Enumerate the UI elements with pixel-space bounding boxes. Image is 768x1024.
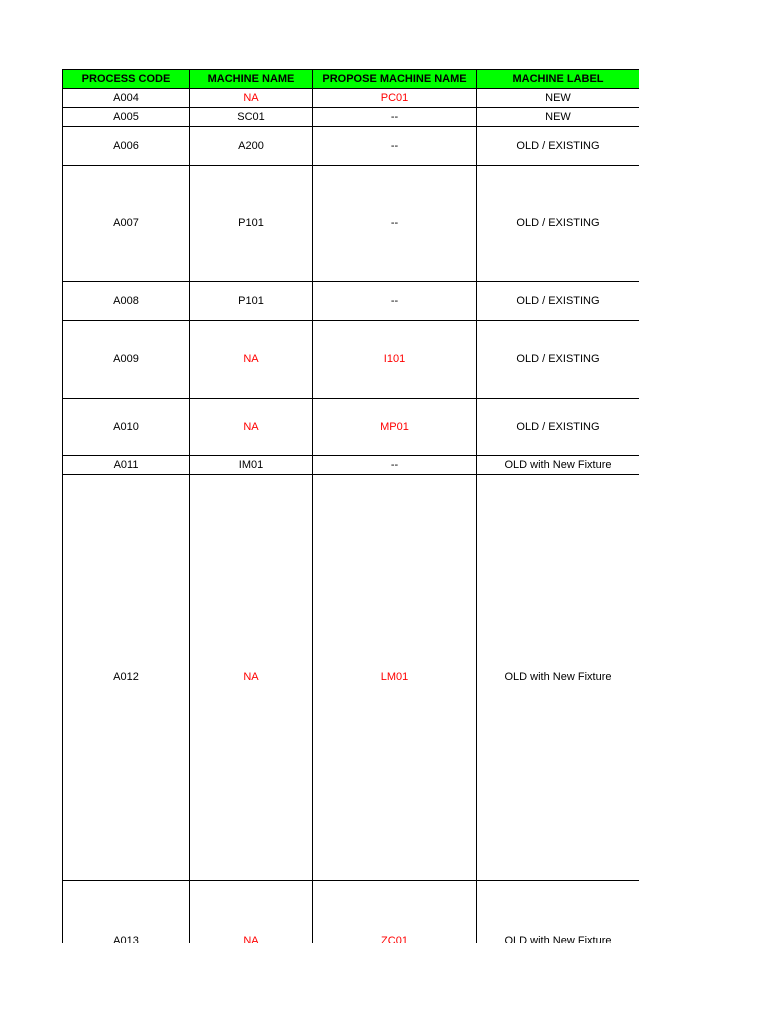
- propose-machine-name-cell: --: [313, 456, 477, 475]
- machine-label-cell: NEW: [477, 89, 640, 108]
- propose-machine-name-cell: I101: [313, 321, 477, 399]
- propose-machine-name-cell: LM01: [313, 475, 477, 881]
- header-propose-machine-name: PROPOSE MACHINE NAME: [313, 70, 477, 89]
- process-code-cell: A004: [63, 89, 190, 108]
- spreadsheet-page: [62, 69, 639, 943]
- table-row: [63, 399, 640, 456]
- table-row: [63, 881, 640, 944]
- propose-machine-name-cell: --: [313, 166, 477, 282]
- table-row: [63, 321, 640, 399]
- header-process-code: PROCESS CODE: [63, 70, 190, 89]
- process-code-cell: A010: [63, 399, 190, 456]
- machine-label-cell: OLD / EXISTING: [477, 166, 640, 282]
- propose-machine-name-cell: MP01: [313, 399, 477, 456]
- propose-machine-name-cell: ZC01: [313, 881, 477, 944]
- machine-label-cell: OLD with New Fixture: [477, 456, 640, 475]
- machine-label-cell: OLD / EXISTING: [477, 282, 640, 321]
- machine-label-cell: OLD / EXISTING: [477, 321, 640, 399]
- machine-name-cell: NA: [190, 321, 313, 399]
- propose-machine-name-cell: --: [313, 127, 477, 166]
- machine-name-cell: NA: [190, 475, 313, 881]
- table-row: [63, 282, 640, 321]
- machine-label-cell: OLD / EXISTING: [477, 127, 640, 166]
- machine-name-cell: NA: [190, 399, 313, 456]
- table-row: [63, 89, 640, 108]
- process-code-cell: A006: [63, 127, 190, 166]
- table-row: [63, 166, 640, 282]
- header-row: [63, 70, 640, 89]
- propose-machine-name-cell: PC01: [313, 89, 477, 108]
- process-code-cell: A005: [63, 108, 190, 127]
- machine-name-cell: P101: [190, 166, 313, 282]
- machine-name-cell: NA: [190, 881, 313, 944]
- table-row: [63, 108, 640, 127]
- process-code-cell: A009: [63, 321, 190, 399]
- header-machine-label: MACHINE LABEL: [477, 70, 640, 89]
- process-code-cell: A007: [63, 166, 190, 282]
- machine-label-cell: NEW: [477, 108, 640, 127]
- machine-name-cell: NA: [190, 89, 313, 108]
- machine-name-cell: IM01: [190, 456, 313, 475]
- machine-name-cell: A200: [190, 127, 313, 166]
- table-row: [63, 456, 640, 475]
- propose-machine-name-cell: --: [313, 108, 477, 127]
- machine-label-cell: OLD with New Fixture: [477, 475, 640, 881]
- propose-machine-name-cell: --: [313, 282, 477, 321]
- process-code-cell: A011: [63, 456, 190, 475]
- machine-label-cell: OLD / EXISTING: [477, 399, 640, 456]
- process-code-cell: A012: [63, 475, 190, 881]
- machine-name-cell: SC01: [190, 108, 313, 127]
- machine-table: [62, 69, 639, 943]
- machine-name-cell: P101: [190, 282, 313, 321]
- process-code-cell: A013: [63, 881, 190, 944]
- machine-label-cell: OLD with New Fixture: [477, 881, 640, 944]
- table-row: [63, 127, 640, 166]
- process-code-cell: A008: [63, 282, 190, 321]
- table-row: [63, 475, 640, 881]
- header-machine-name: MACHINE NAME: [190, 70, 313, 89]
